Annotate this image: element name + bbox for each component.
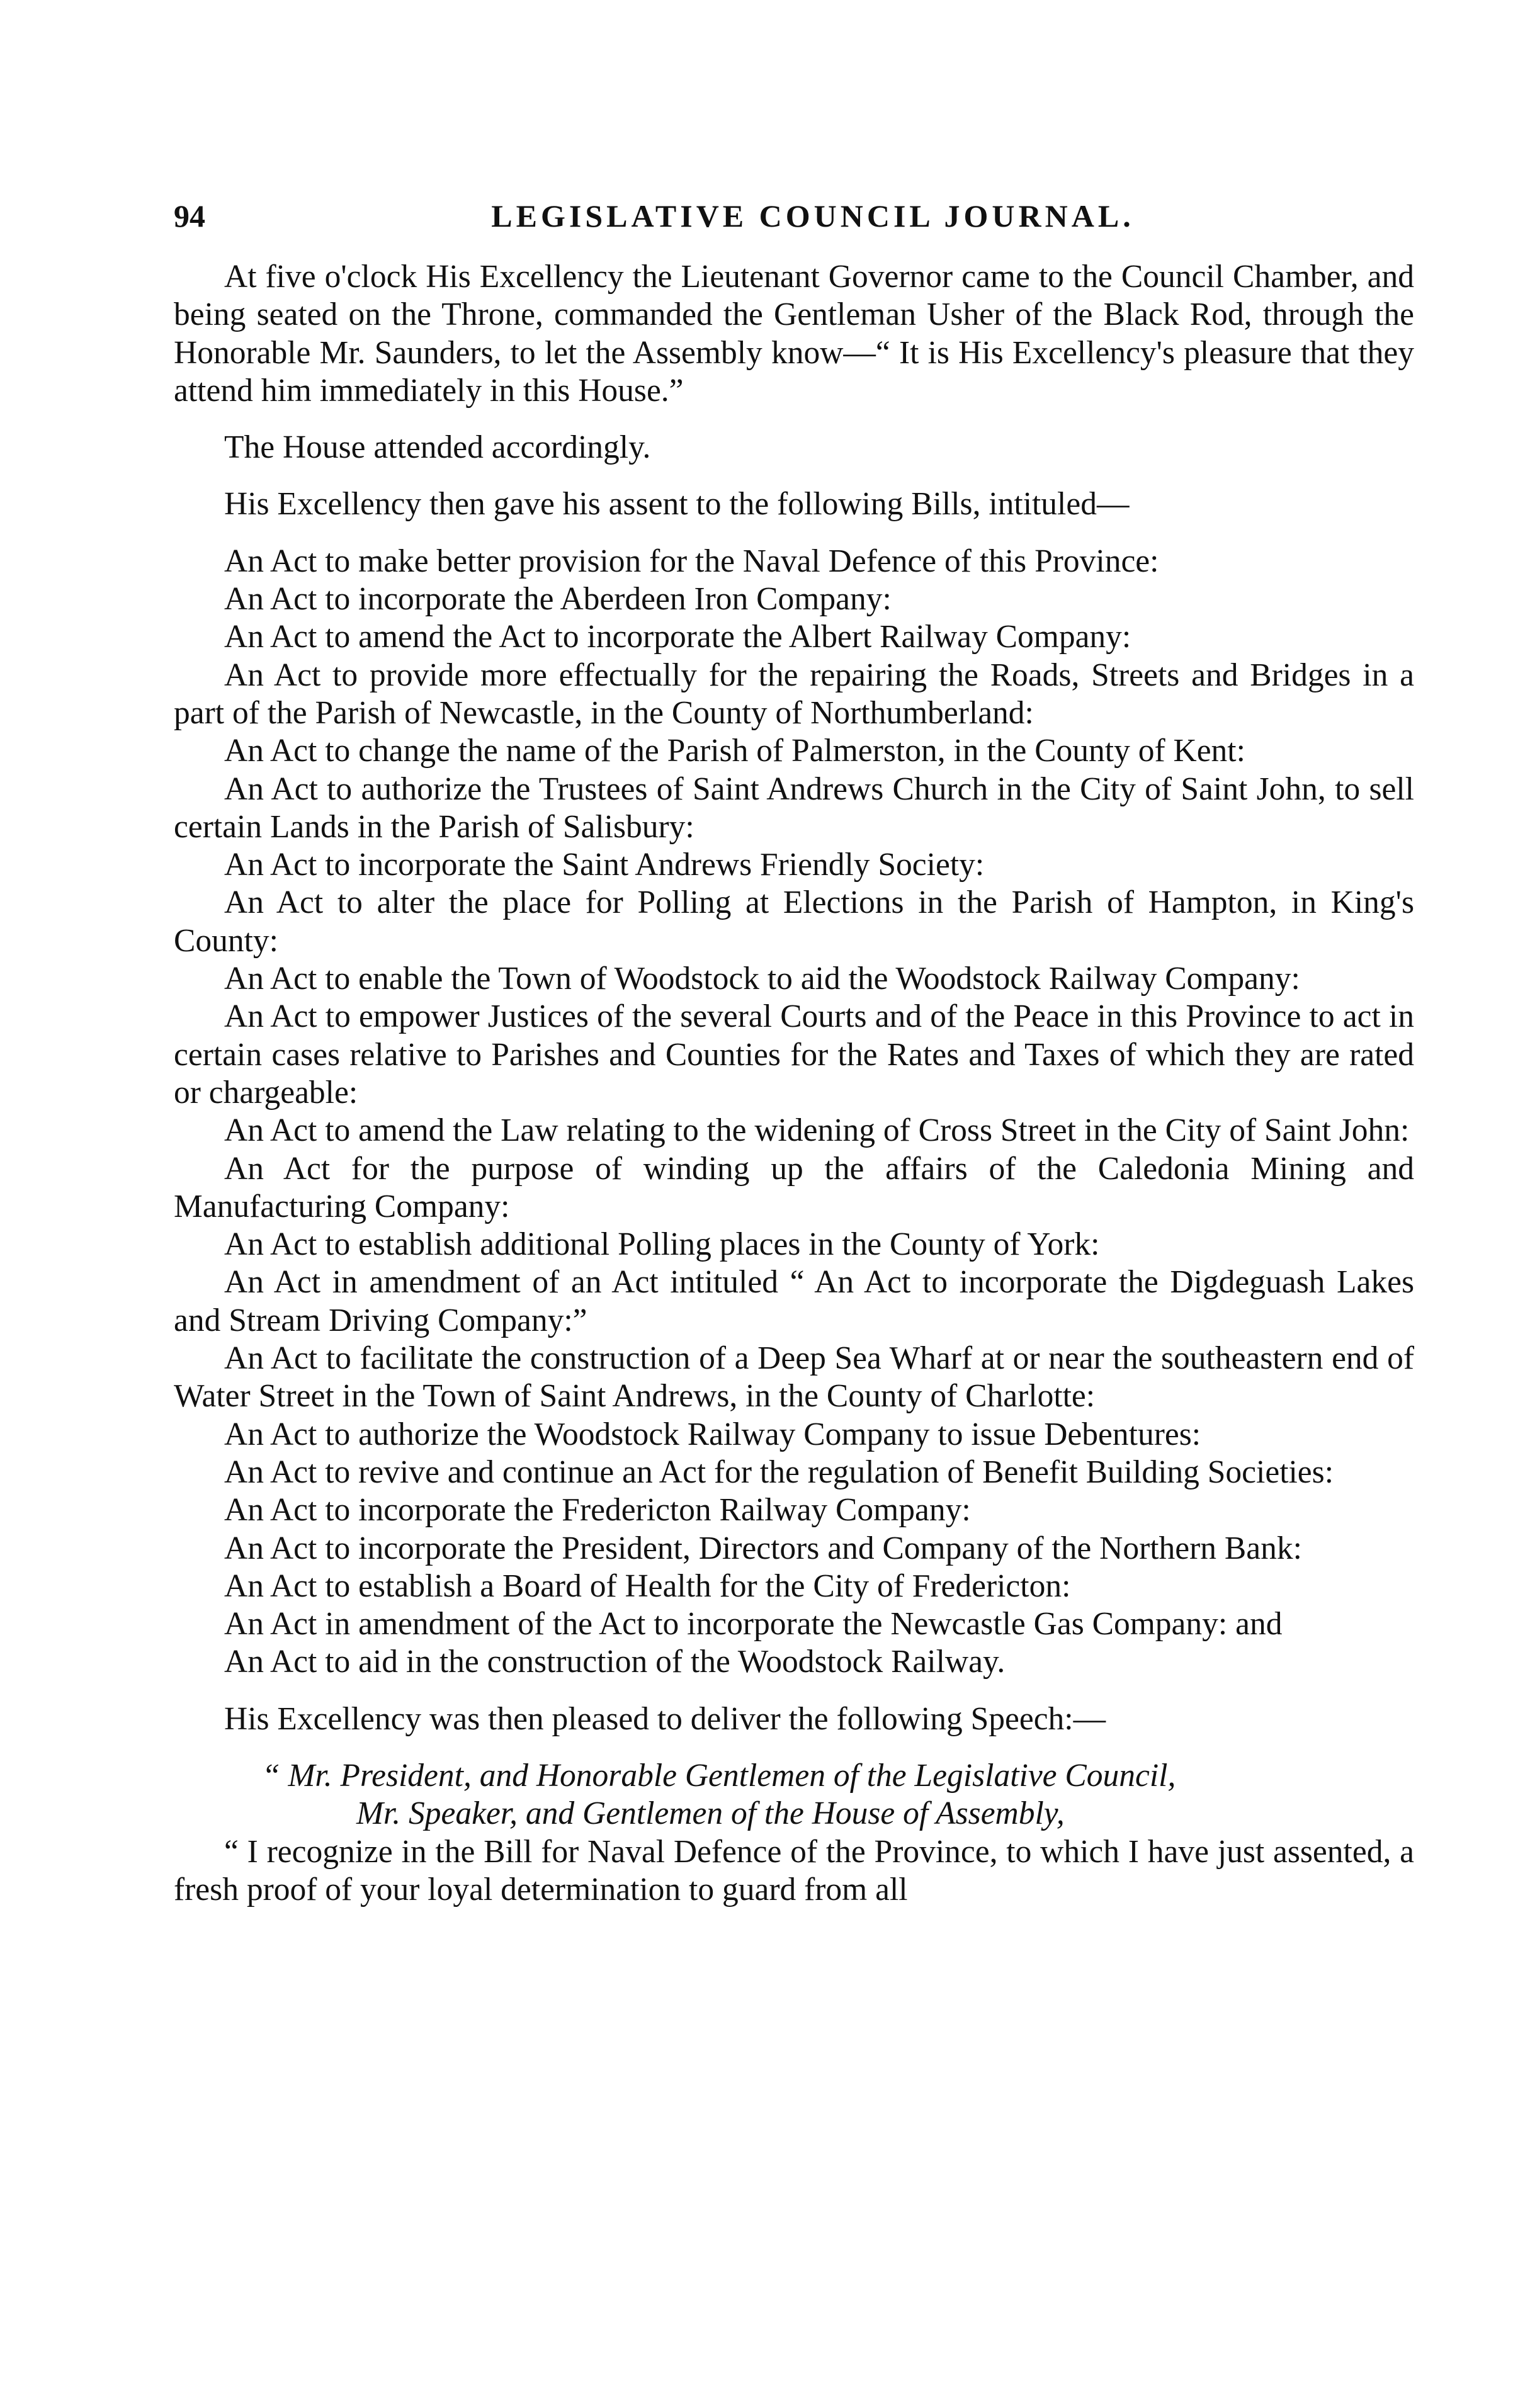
- speech-intro: His Excellency was then pleased to deliver the following Speech:—: [224, 1700, 1106, 1737]
- act-item: An Act to establish additional Polling places in the County of York:: [224, 1226, 1100, 1263]
- house-attended-paragraph: The House attended accordingly.: [224, 429, 651, 466]
- act-item: An Act to authorize the Woodstock Railway Company to issue Debentures:: [224, 1416, 1201, 1452]
- intro-paragraph: At five o'clock His Excellency the Lieutenant Governor came to the Council Chamber, and being seated on the Throne, commanded the Gentleman Usher of the Black Rod, through the Honorable Mr. Saunders, to let the Assembly know—“ It is His Excellency's pleasure that they attend him immediately in this House.”: [174, 259, 1414, 409]
- speech-address-council: “ Mr. President, and Honorable Gentlemen of the Legislative Council,: [262, 1757, 1176, 1794]
- act-item: An Act to empower Justices of the several Courts and of the Peace in this Province to act in certain cases relative to Parishes and Counties for the Rates and Taxes of which they are rated or chargeable:: [174, 998, 1414, 1111]
- page-number: 94: [174, 198, 205, 234]
- page-header: [174, 189, 1414, 243]
- act-item: An Act to make better provision for the Naval Defence of this Province:: [224, 543, 1159, 579]
- act-item: An Act to aid in the construction of the Woodstock Railway.: [224, 1644, 1006, 1680]
- act-item: An Act to amend the Law relating to the widening of Cross Street in the City of Saint John:: [224, 1112, 1410, 1149]
- act-item: An Act to incorporate the Aberdeen Iron Company:: [224, 581, 892, 618]
- journal-body: [174, 258, 1414, 1909]
- act-item: An Act to enable the Town of Woodstock to aid the Woodstock Railway Company:: [224, 961, 1300, 997]
- acts-list: [174, 543, 1414, 1682]
- act-item: An Act to incorporate the Saint Andrews Friendly Society:: [224, 847, 985, 883]
- speech-address-assembly: Mr. Speaker, and Gentlemen of the House of Assembly,: [356, 1795, 1065, 1832]
- speech-text: “ I recognize in the Bill for Naval Defence of the Province, to which I have just assented, a fresh proof of your loyal determination to guard from all: [174, 1833, 1414, 1908]
- act-item: An Act to incorporate the Fredericton Railway Company:: [224, 1492, 971, 1529]
- act-item: An Act to authorize the Trustees of Saint Andrews Church in the City of Saint John, to sell certain Lands in the Parish of Salisbury:: [174, 771, 1414, 845]
- act-item: An Act to establish a Board of Health for the City of Fredericton:: [224, 1568, 1071, 1604]
- act-item: An Act for the purpose of winding up the affairs of the Caledonia Mining and Manufacturing Company:: [174, 1150, 1414, 1224]
- act-item: An Act in amendment of the Act to incorporate the Newcastle Gas Company: and: [224, 1606, 1283, 1642]
- act-item: An Act to incorporate the President, Directors and Company of the Northern Bank:: [224, 1530, 1302, 1566]
- act-item: An Act to amend the Act to incorporate the Albert Railway Company:: [224, 619, 1131, 655]
- running-title: LEGISLATIVE COUNCIL JOURNAL.: [491, 198, 1135, 234]
- act-item: An Act to facilitate the construction of a Deep Sea Wharf at or near the southeastern end of Water Street in the Town of Saint Andrews, in the County of Charlotte:: [174, 1340, 1414, 1415]
- act-item: An Act to provide more effectually for the repairing the Roads, Streets and Bridges in a part of the Parish of Newcastle, in the County of Northumberland:: [174, 657, 1414, 731]
- act-item: An Act to revive and continue an Act for the regulation of Benefit Building Societies:: [224, 1454, 1334, 1490]
- act-item: An Act in amendment of an Act intituled “ An Act to incorporate the Digdeguash Lakes and Stream Driving Company:”: [174, 1264, 1414, 1338]
- act-item: An Act to alter the place for Polling at Elections in the Parish of Hampton, in King's County:: [174, 885, 1414, 959]
- act-item: An Act to change the name of the Parish of Palmerston, in the County of Kent:: [224, 733, 1245, 769]
- assent-paragraph: His Excellency then gave his assent to the following Bills, intituled—: [224, 486, 1130, 523]
